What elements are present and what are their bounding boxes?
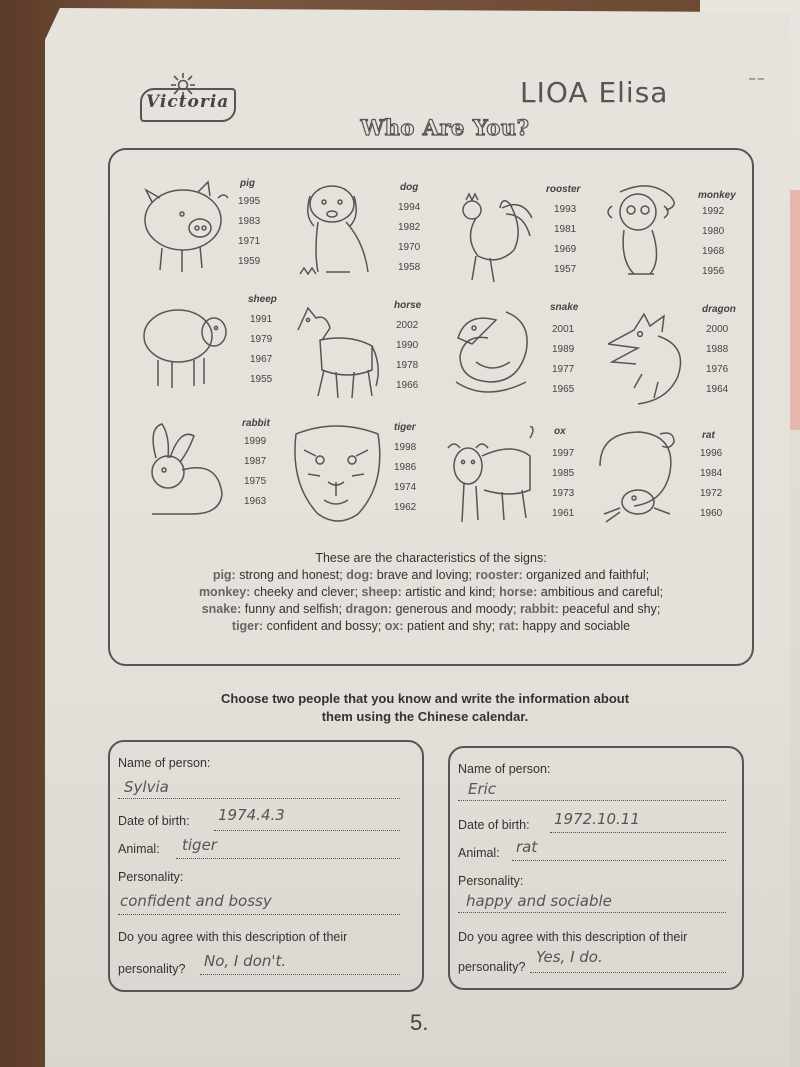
dog-icon	[290, 178, 385, 288]
sign-name: dragon	[702, 304, 736, 315]
rat-icon	[590, 426, 685, 536]
year: 1982	[398, 222, 421, 233]
name-label: Name of person:	[458, 762, 551, 776]
logo-text: Victoria	[146, 92, 230, 112]
animal-field[interactable]	[512, 860, 726, 861]
sign-name: rabbit	[242, 418, 270, 429]
year: 1964	[706, 384, 729, 395]
sign-traits: artistic and kind;	[401, 585, 500, 599]
sign-traits: generous and moody;	[392, 602, 520, 616]
year: 1979	[250, 334, 273, 345]
sign-name: horse	[394, 300, 422, 311]
corner-mark: ⁻⁻	[748, 74, 765, 91]
personality-answer: confident and bossy	[120, 892, 272, 910]
year: 1981	[554, 224, 577, 235]
personality-label: Personality:	[118, 870, 184, 884]
year: 1965	[552, 384, 575, 395]
sign-label: snake:	[201, 602, 242, 616]
student-name: LIOA Elisa	[520, 76, 669, 109]
animal-label: Animal:	[458, 846, 500, 860]
sign-label: rabbit:	[519, 602, 559, 616]
zodiac-panel	[108, 148, 754, 666]
year: 1999	[244, 436, 267, 447]
ox-icon	[442, 426, 537, 536]
year: 1978	[396, 360, 419, 371]
year: 1998	[394, 442, 417, 453]
characteristics-line	[110, 584, 752, 601]
year: 1996	[700, 448, 723, 459]
year-list	[554, 200, 576, 280]
sign-label: rat:	[498, 619, 519, 633]
sign-label: horse:	[499, 585, 538, 599]
sign-label: sheep:	[361, 585, 402, 599]
sign-traits: ambitious and careful;	[537, 585, 664, 599]
sign-label: tiger:	[231, 619, 264, 633]
year: 1987	[244, 456, 267, 467]
sign-sheep	[138, 294, 288, 414]
dob-label: Date of birth:	[458, 818, 530, 832]
year: 1975	[244, 476, 267, 487]
exercise-instruction	[175, 690, 675, 726]
year-list	[250, 310, 272, 390]
year-list	[238, 192, 260, 272]
year-list	[552, 444, 574, 524]
sign-label: monkey:	[198, 585, 251, 599]
agree-field[interactable]	[200, 974, 400, 975]
sign-label: dog:	[346, 568, 374, 582]
year: 2001	[552, 324, 575, 335]
personality-label: Personality:	[458, 874, 524, 888]
sign-name: snake	[550, 302, 579, 313]
year-list	[394, 438, 416, 518]
sign-name: ox	[554, 426, 566, 437]
sign-traits: peaceful and shy;	[558, 602, 661, 616]
sign-name: dog	[400, 182, 419, 193]
agree-answer: Yes, I do.	[536, 948, 603, 966]
year: 1974	[394, 482, 417, 493]
year: 1969	[554, 244, 577, 255]
sign-label: dragon:	[345, 602, 393, 616]
year: 1995	[238, 196, 261, 207]
year: 1956	[702, 266, 725, 277]
year: 2002	[396, 320, 419, 331]
characteristics-line	[110, 618, 752, 635]
agree-field[interactable]	[530, 972, 726, 973]
year: 1973	[552, 488, 575, 499]
sign-name: rat	[702, 430, 715, 441]
sign-rabbit	[138, 418, 288, 538]
year-list	[244, 432, 266, 512]
year: 1980	[702, 226, 725, 237]
year: 1993	[554, 204, 577, 215]
sign-label: ox:	[384, 619, 404, 633]
year: 1976	[706, 364, 729, 375]
personality-answer: happy and sociable	[466, 892, 612, 910]
year: 1967	[250, 354, 273, 365]
dob-answer: 1974.4.3	[218, 806, 285, 824]
sign-traits: happy and sociable	[518, 619, 631, 633]
characteristics-line	[110, 567, 752, 584]
dob-label: Date of birth:	[118, 814, 190, 828]
year: 1989	[552, 344, 575, 355]
year: 1986	[394, 462, 417, 473]
instruction-line: Choose two people that you know and write the information about	[220, 691, 630, 706]
sign-name: sheep	[248, 294, 277, 305]
year: 1963	[244, 496, 267, 507]
sign-traits: strong and honest;	[235, 568, 347, 582]
sign-traits: organized and faithful;	[522, 568, 650, 582]
year: 1994	[398, 202, 421, 213]
personality-field[interactable]	[118, 914, 400, 915]
person-card-2	[448, 746, 744, 990]
dob-answer: 1972.10.11	[554, 810, 640, 828]
dragon-icon	[598, 304, 693, 414]
name-answer: Eric	[468, 780, 497, 798]
year: 1955	[250, 374, 273, 385]
page-title: Who Are You?	[360, 115, 530, 140]
year: 1992	[702, 206, 725, 217]
year: 1961	[552, 508, 575, 519]
year: 1968	[702, 246, 725, 257]
sign-name: pig	[240, 178, 255, 189]
sign-monkey	[598, 182, 748, 302]
monkey-icon	[598, 182, 693, 292]
year-list	[706, 320, 728, 400]
sign-name: monkey	[698, 190, 736, 201]
year-list	[396, 316, 418, 396]
sign-rooster	[446, 184, 596, 304]
question-label-2: personality?	[118, 962, 186, 976]
publisher-logo	[140, 78, 236, 122]
sign-snake	[446, 302, 596, 422]
year: 1958	[398, 262, 421, 273]
year-list	[700, 444, 722, 524]
horse-icon	[290, 300, 385, 410]
year: 2000	[706, 324, 729, 335]
year: 1985	[552, 468, 575, 479]
rooster-icon	[446, 184, 541, 294]
sign-name: tiger	[394, 422, 416, 433]
sign-traits: confident and bossy;	[263, 619, 385, 633]
animal-answer: tiger	[182, 836, 217, 854]
pig-icon	[138, 170, 233, 280]
characteristics-intro: These are the characteristics of the signs:	[315, 551, 547, 565]
dob-field[interactable]	[214, 830, 400, 831]
name-answer: Sylvia	[124, 778, 169, 796]
year: 1970	[398, 242, 421, 253]
year-list	[552, 320, 574, 400]
sign-dragon	[598, 304, 748, 424]
snake-icon	[446, 302, 541, 412]
sign-traits: funny and selfish;	[241, 602, 346, 616]
dob-field[interactable]	[550, 832, 726, 833]
rabbit-icon	[138, 418, 233, 528]
animal-field[interactable]	[176, 858, 400, 859]
question-label: Do you agree with this description of their	[118, 930, 348, 944]
sign-characteristics	[110, 550, 752, 635]
year: 1962	[394, 502, 417, 513]
year-list	[398, 198, 420, 278]
sign-ox	[442, 426, 592, 546]
name-field[interactable]	[118, 798, 400, 799]
year: 1959	[238, 256, 261, 267]
year: 1988	[706, 344, 729, 355]
sign-dog	[290, 178, 440, 298]
animal-label: Animal:	[118, 842, 160, 856]
year-list	[702, 202, 724, 282]
sign-traits: cheeky and clever;	[250, 585, 362, 599]
sign-pig	[138, 170, 288, 290]
name-field[interactable]	[458, 800, 726, 801]
animal-answer: rat	[516, 838, 538, 856]
instruction-line: them using the Chinese calendar.	[321, 709, 529, 724]
year: 1971	[238, 236, 261, 247]
question-label-2: personality?	[458, 960, 526, 974]
year: 1984	[700, 468, 723, 479]
personality-field[interactable]	[458, 912, 726, 913]
year: 1977	[552, 364, 575, 375]
question-label: Do you agree with this description of their	[458, 930, 688, 944]
person-card-1	[108, 740, 424, 992]
sign-horse	[290, 300, 440, 420]
tiger-icon	[288, 420, 383, 530]
year: 1972	[700, 488, 723, 499]
year: 1957	[554, 264, 577, 275]
year: 1990	[396, 340, 419, 351]
sign-label: rooster:	[475, 568, 523, 582]
sign-label: pig:	[212, 568, 236, 582]
sign-rat	[590, 426, 740, 546]
year: 1983	[238, 216, 261, 227]
name-label: Name of person:	[118, 756, 211, 770]
characteristics-line	[110, 601, 752, 618]
sign-traits: patient and shy;	[403, 619, 499, 633]
year: 1997	[552, 448, 575, 459]
page-number: 5.	[410, 1010, 429, 1035]
agree-answer: No, I don't.	[204, 952, 287, 970]
sign-traits: brave and loving;	[373, 568, 476, 582]
sign-name: rooster	[546, 184, 581, 195]
year: 1991	[250, 314, 273, 325]
sheep-icon	[138, 294, 233, 404]
year: 1966	[396, 380, 419, 391]
sign-tiger	[288, 420, 438, 540]
year: 1960	[700, 508, 723, 519]
